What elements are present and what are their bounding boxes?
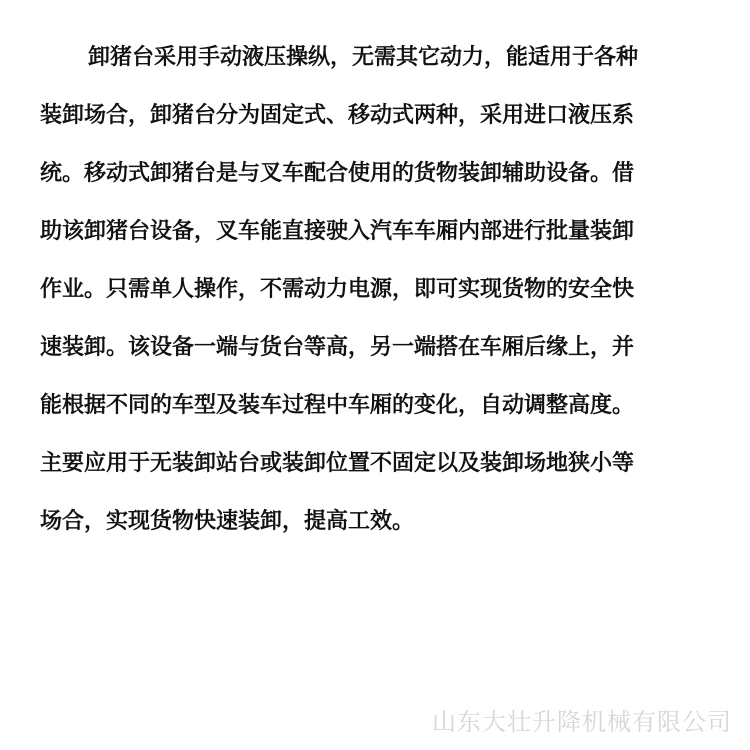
- company-watermark: 山东大壮升降机械有限公司: [432, 708, 732, 736]
- paragraph-line-9: 场合，实现货物快速装卸，提高工效。: [40, 509, 415, 534]
- paragraph-line-5: 作业。只需单人操作，不需动力电源，即可实现货物的安全快: [40, 277, 635, 302]
- paragraph-line-3: 统。移动式卸猪台是与叉车配合使用的货物装卸辅助设备。借: [40, 161, 635, 186]
- paragraph-line-4: 助该卸猪台设备，叉车能直接驶入汽车车厢内部进行批量装卸: [40, 219, 635, 244]
- paragraph-line-6: 速装卸。该设备一端与货台等高，另一端搭在车厢后缘上，并: [40, 335, 635, 360]
- paragraph-line-7: 能根据不同的车型及装车过程中车厢的变化，自动调整高度。: [40, 393, 635, 418]
- paragraph-line-2: 装卸场合，卸猪台分为固定式、移动式两种，采用进口液压系: [40, 103, 635, 128]
- paragraph-line-1: 卸猪台采用手动液压操纵，无需其它动力，能适用于各种: [88, 45, 639, 70]
- paragraph-line-8: 主要应用于无装卸站台或装卸位置不固定以及装卸场地狭小等: [40, 451, 635, 476]
